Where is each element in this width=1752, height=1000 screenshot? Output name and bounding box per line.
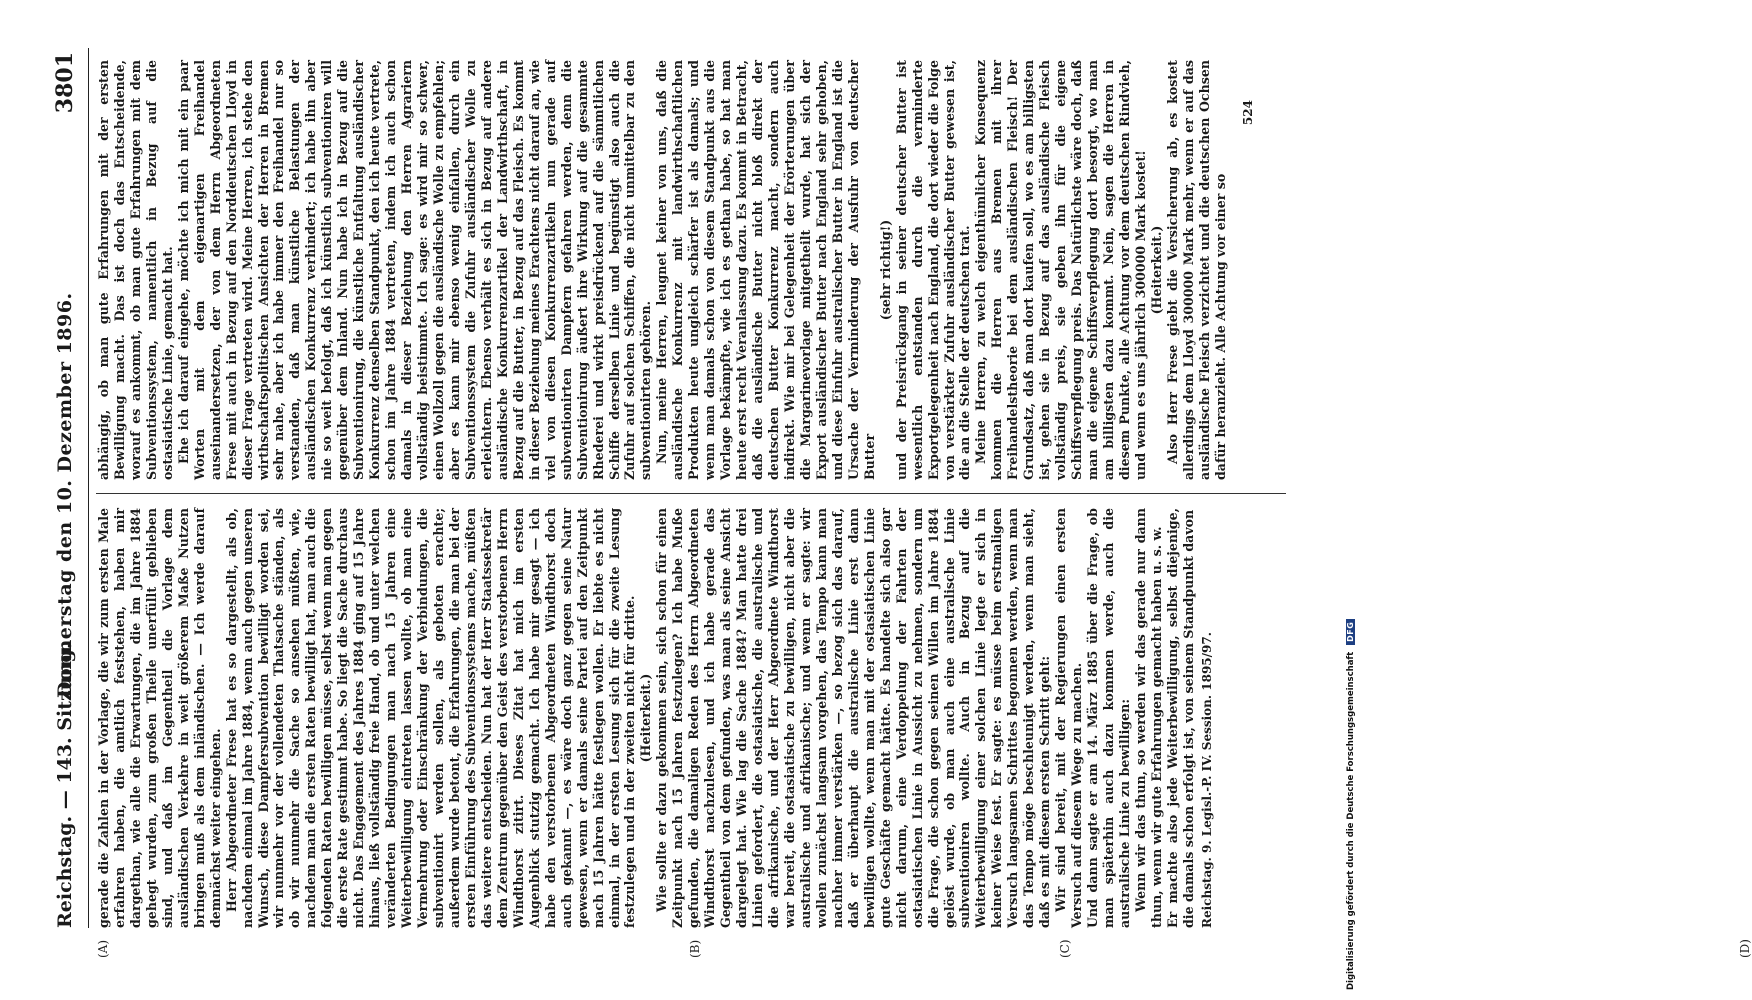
header-rule: [88, 48, 89, 928]
header-left: Reichstag. — 143. Sitzung.: [54, 642, 76, 928]
margin-mark-a: (A): [96, 939, 110, 958]
interjection: (sehr richtig!): [877, 219, 893, 321]
paragraph: Er machte also jede Weiterbewilligung, selbst diejenige, die damals schon erfolgt ist, von seinem Standpunkt davon: [1164, 508, 1196, 928]
column-separator: [96, 493, 1286, 494]
paragraph: Herr Abgeordneter Frese hat es so dargestellt, als ob, nachdem einmal im Jahre 1884, wenn auch gegen unseren Wunsch, diese Dampfersubvention bewilligt worden sei, wir nunmehr vor der vollendeten Thatsache ständen, als ob wir nunmehr die Sache so ansehen müßten, wie, nachdem man die ersten Raten bewilligt hat, man auch die folgenden Raten bewilligen müsse, selbst wenn man gegen die erste Rate gestimmt habe. So liegt die Sache durchaus nicht. Das Engagement des Jahres 1884 ging auf 15 Jahre hinaus, ließ vollständig freie Hand, ob und unter welchen veränderten Bedingungen man nach 15 Jahren eine Weiterbewilligung eintreten lassen wollte, ob man eine Vermehrung oder Einschränkung der Verbindungen, die subventionirt werden sollen, als geboten erachte; außerdem wurde betont, die Erfahrungen, die man bei der ersten Einführung des Subventionssystems mache, müßten das weitere entscheiden. Nun hat der Herr Staatssekretär dem Zentrum gegenüber den Geist des verstorbenen Herrn Windthorst zitirt. Dieses Zitat hat mich im ersten Augenblick stutzig gemacht. Ich habe mir gesagt — ich habe den verstorbenen Abgeordneten Windthorst doch auch gekannt —, es wäre doch ganz gegen seine Natur gewesen, wenn er damals seine Partei auf den Zeitpunkt nach 15 Jahren hätte festlegen wollen. Er liebte es nicht einmal, in der ersten Lesung sich für die zweite Lesung festzulegen und in der zweiten nicht für dritte.: [223, 508, 638, 928]
paragraph: Nun, meine Herren, leugnet keiner von uns, daß die ausländische Konkurrenz mit landwirthschaftlichen Produkten heute ungleich schärfer ist als damals; und wenn man damals schon von diesem Standpunkt aus die Vorlage bekämpfte, wie ich es gethan habe, so hat man heute erst recht Veranlassung dazu. Es kommt in Betracht, daß die ausländische Butter nicht bloß direkt der deutschen Butter Konkurrenz macht, sondern auch indirekt. Wie mir bei Gelegenheit der Erörterungen über die Margarinevorlage mitgetheilt wurde, hat sich der Export ausländischer Butter nach England sehr gehoben, und diese Einfuhr australischer Butter in England ist die Ursache der Verminderung der Ausfuhr von deutscher Butter: [654, 60, 877, 480]
paragraph: abhängig, ob man gute Erfahrungen mit der ersten Bewilligung macht. Das ist doch das Entscheidende, worauf es ankommt, ob man gute Erfahrungen mit dem Subventionssystem, namentlich in Bezug auf die ostasiatische Linie, gemacht hat.: [96, 60, 175, 480]
paragraph: Wie sollte er dazu gekommen sein, sich schon für einen Zeitpunkt nach 15 Jahren festzulegen? Ich habe Muße gefunden, die damaligen Reden des Herrn Abgeordneten Windthorst nachzulesen, und ich habe gerade das Gegentheil von dem gefunden, was man als seine Ansicht dargelegt hat. Wie lag die Sache 1884? Man hatte drei Linien gefordert, die ostasiatische, die australische und die afrikanische, und der Herr Abgeordnete Windthorst war bereit, die ostasiatische zu bewilligen, nicht aber die australische und afrikanische; und wenn er sagte: wir wollen zunächst langsam vorgehen, das Tempo kann man nachher immer verstärken —, so bezog sich das darauf, daß er überhaupt die australische Linie erst dann bewilligen wollte, wenn man mit der ostasiatischen Linie gute Geschäfte gemacht hätte. Es handelte sich also gar nicht darum, eine Verdoppelung der Fahrten der ostasiatischen Linie in Aussicht zu nehmen, sondern um die Frage, die schon gegen seinen Willen im Jahre 1884 gelöst wurde, ob man auch eine australische Linie subventioniren wollte. Auch in Bezug auf die Weiterbewilligung einer solchen Linie legte er sich in keiner Weise fest. Er sagte: es müsse beim erstmaligen Versuch langsamen Schrittes begonnen werden, wenn man das Tempo möge beschleunigt werden, wenn man sieht, daß es mit diesem ersten Schritt geht:: [654, 508, 1053, 928]
quotation: Wenn wir das thun, so werden wir das gerade nur dann thun, wenn wir gute Erfahrungen gemacht haben u. s. w.: [1132, 508, 1164, 928]
header-date: Donnerstag den 10. Dezember 1896.: [54, 292, 76, 698]
paragraph: Und dann sagte er am 14. März 1885 über die Frage, ob man späterhin auch dazu kommen werde, auch die australische Linie zu bewilligen:: [1085, 508, 1132, 928]
margin-mark-d: (D): [1738, 939, 1752, 958]
digitization-credit: [1346, 0, 1356, 990]
paragraph: Also Herr Frese giebt die Versicherung ab, es kostet allerdings dem Lloyd 300000 Mark mehr, wenn er auf das ausländische Fleisch verzichtet und die deutschen Ochsen dafür heranzieht. Alle Achtung vor einer so: [1164, 60, 1228, 480]
page-number: 3801: [52, 52, 78, 114]
right-column: [96, 60, 1286, 480]
dfg-logo: DFG: [1346, 619, 1355, 645]
session-footer: Reichstag. 9. Legisl.-P. IV. Session. 1895/97.: [1199, 632, 1214, 928]
paragraph: Ehe ich darauf eingehe, möchte ich mich mit ein paar Worten mit dem eigenartigen Freihandel auseinandersetzen, der von dem Herrn Abgeordneten Frese mit auch in Bezug auf den Norddeutschen Lloyd in dieser Frage vertreten wird. Meine Herren, ich stehe den wirthschaftspolitischen Ansichten der Herren in Bremen sehr nahe, aber ich habe immer den Freihandel nur so verstanden, daß man künstliche Belastungen der ausländischen Konkurrenz verhindert; ich habe ihn aber nie so weit befolgt, daß ich künstlich subventioniren will gegenüber dem Inland. Nun habe ich in Bezug auf die Subventionirung, die künstliche Entfaltung ausländischer Konkurrenz denselben Standpunkt, den ich heute vertrete, schon im Jahre 1884 vertreten, indem ich auch schon damals in dieser Beziehung den Herren Agrariern vollständig beistimmte. Ich sage: es wird mir so schwer, einen Wollzoll gegen die ausländische Wolle zu empfehlen; aber es kann mir ebenso wenig einfallen, durch ein Subventionssystem die Zufuhr ausländischer Wolle zu erleichtern. Ebenso verhält es sich in Bezug auf andere ausländische Konkurrenzartikel der Landwirthschaft, in Bezug auf die Butter, in Bezug auf das Fleisch. Es kommt in dieser Beziehung meines Erachtens nicht darauf an, wie viel von diesen Konkurrenzartikeln nun gerade auf subventionirten Dampfern gefahren werden, denn die Subventionirung äußert ihre Wirkung auf die gesammte Rhederei und wirkt preisdrückend auf die sämmtlichen Schiffe derselben Linie und begünstigt also auch die Zufuhr auf solchen Schiffen, die nicht unmittelbar zu den subventionirten gehören.: [175, 60, 654, 480]
margin-mark-c: (C): [1058, 939, 1072, 958]
paragraph: Meine Herren, zu welch eigenthümlicher Konsequenz kommen die Herren aus Bremen mit ihrer Freihandelstheorie bei dem ausländischen Fleisch! Der Grundsatz, daß man dort kaufen soll, wo es am billigsten ist, gehen sie in Bezug auf das ausländische Fleisch vollständig preis, sie geben ihn für die eigene Schiffsverpflegung preis. Das Natürlichste wäre doch, daß man die eigene Schiffsverpflegung dort besorgt, wo man am billigsten dazu kommt. Nein, sagen die Herren in diesem Punkte, alle Achtung vor dem deutschen Rindvieh, und wenn es uns jährlich 300000 Mark kostet!: [973, 60, 1148, 480]
interjection: (Heiterkeit.): [638, 673, 654, 763]
left-column: [96, 508, 1286, 928]
signature-number: 524: [1240, 100, 1255, 126]
credit-text: Digitalisierung gefördert durch die Deutsche Forschungsgemeinschaft: [1346, 651, 1356, 990]
margin-mark-b: (B): [688, 939, 702, 958]
interjection: (Heiterkeit.): [1148, 225, 1164, 315]
paragraph: gerade die Zahlen in der Vorlage, die wir zum ersten Male erfahren haben, die amtlich feststehen, haben mir dargethan, wie alle die Erwartungen, die im Jahre 1884 gehegt wurden, zum großen Theile unerfüllt geblieben sind, und daß im Gegentheil die Vorlage dem ausländischen Verkehre in weit größerem Maße Nutzen bringen muß als dem inländischen. — Ich werde darauf demnächst weiter eingehen.: [96, 508, 223, 928]
paragraph: und der Preisrückgang in seiner deutscher Butter ist wesentlich entstanden durch die verminderte Exportgelegenheit nach England, die dort wieder die Folge von verstärkter Zufuhr ausländischer Butter gewesen ist, die an die Stelle der deutschen trat.: [893, 60, 973, 480]
page-header: [48, 48, 82, 928]
quotation: Wir sind bereit, mit der Regierungen einen ersten Versuch auf diesem Wege zu machen.: [1053, 508, 1085, 928]
